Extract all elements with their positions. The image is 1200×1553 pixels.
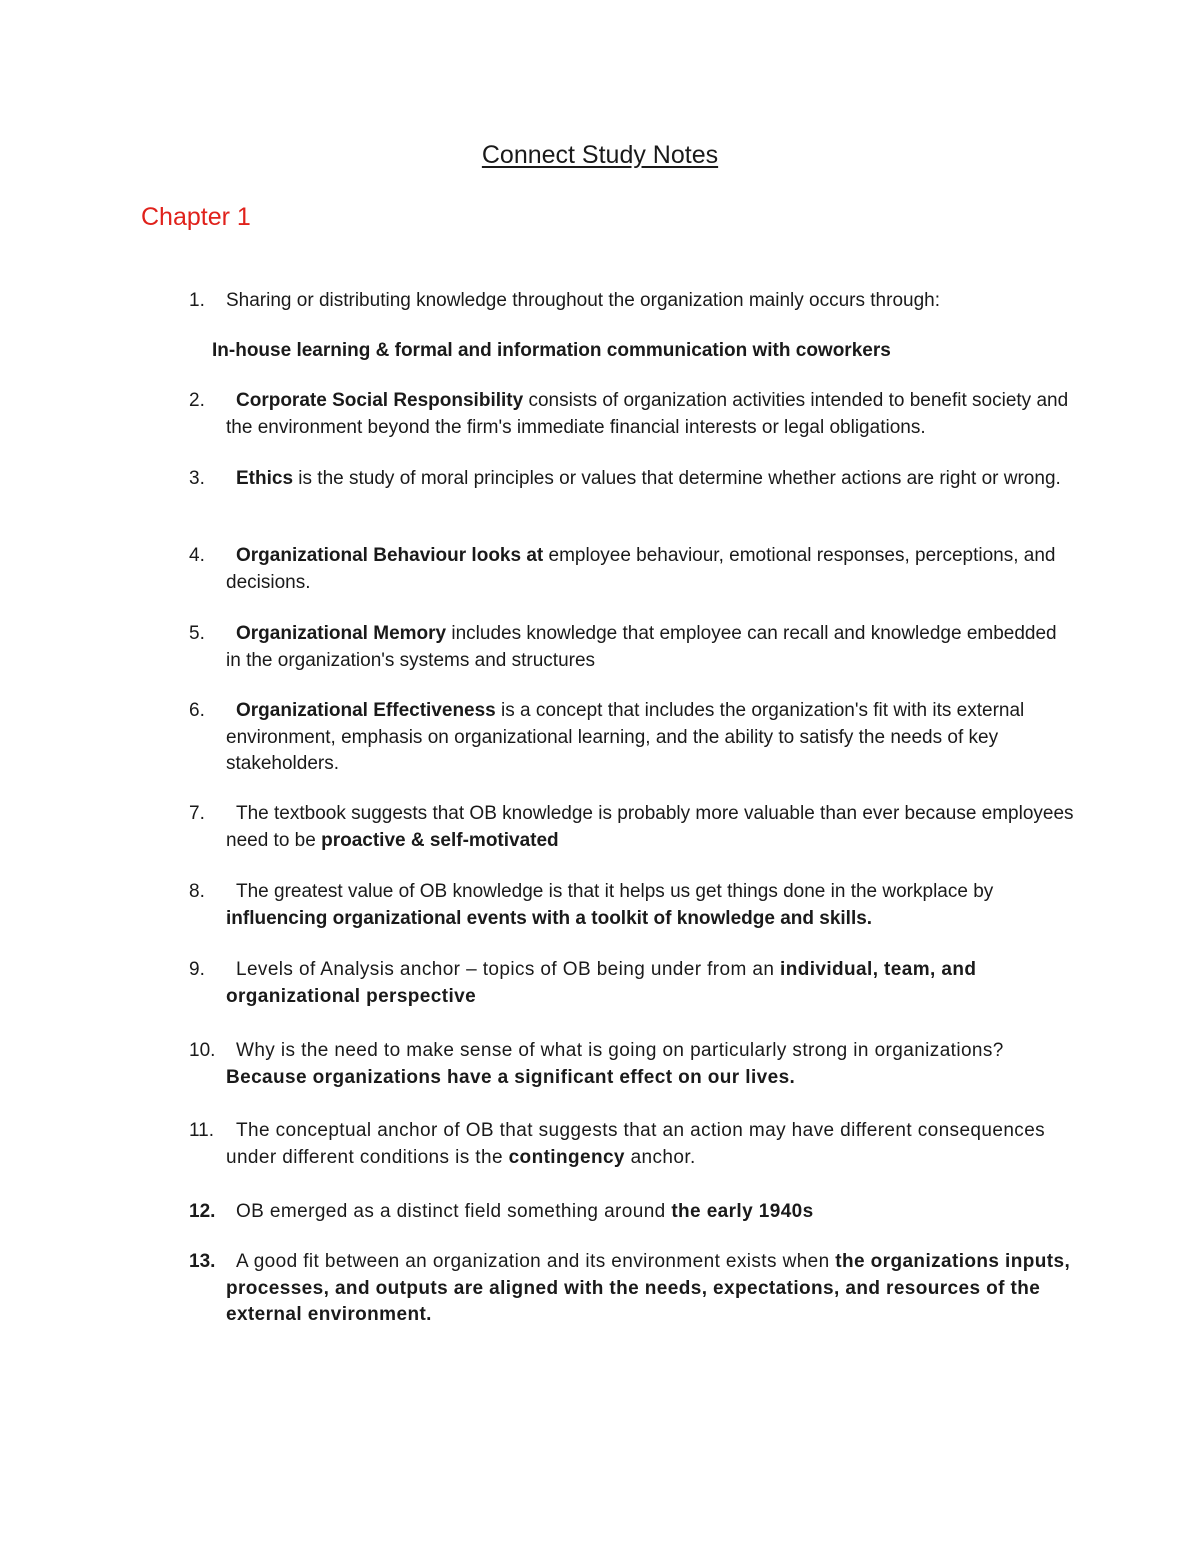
item-number: 11. — [189, 1120, 215, 1141]
bold-term: proactive & self-motivated — [321, 829, 559, 851]
text-run: anchor. — [624, 1146, 696, 1168]
text-run: OB emerged as a distinct field something around — [236, 1201, 672, 1222]
item-text — [226, 957, 1076, 1010]
item-number: 9. — [189, 959, 205, 980]
item-text — [226, 1118, 1076, 1171]
text-run: employee behaviour, emotional responses, perceptions, and decisions. — [226, 545, 1056, 593]
bold-term: Corporate Social Responsibility — [236, 390, 524, 411]
item-number: 13. — [189, 1251, 216, 1272]
bold-term: influencing organizational events with a toolkit of knowledge and skills. — [226, 907, 873, 929]
item-number: 5. — [189, 623, 205, 644]
item-text — [226, 1199, 1076, 1226]
text-run: Sharing or distributing knowledge throughout the organization mainly occurs through: — [226, 290, 940, 311]
item-number: 10. — [189, 1040, 216, 1061]
text-run: includes knowledge that employee can recall and knowledge embedded in the organization's systems and structures — [226, 623, 1057, 671]
text-run: The textbook suggests that OB knowledge is probably more valuable than ever because employees need to be — [226, 803, 1074, 851]
bold-term: Organizational Memory — [236, 623, 447, 644]
bold-term: Organizational Behaviour looks at — [236, 545, 544, 566]
item-text — [226, 801, 1076, 854]
text-run: A good fit between an organization and its environment exists when — [236, 1251, 836, 1272]
item-number: 7. — [189, 803, 205, 824]
text-run: is a concept that includes the organization's fit with its external environment, emphasis on organizational learning, and the ability to satisfy the needs of key stakeholders. — [226, 700, 1025, 774]
item-text — [226, 621, 1076, 674]
bold-term: the organizations inputs, processes, and outputs are aligned with the needs, expectations, and resources of the external environment. — [226, 1251, 1071, 1325]
text-run: Levels of Analysis anchor – topics of OB being under from an — [236, 959, 781, 980]
item-text — [226, 879, 1076, 932]
item-text — [226, 466, 1076, 493]
bold-term: Because organizations have a significant effect on our lives. — [226, 1066, 796, 1088]
bold-term: contingency — [508, 1146, 625, 1168]
text-run: is the study of moral principles or values that determine whether actions are right or wrong. — [293, 468, 1061, 489]
bold-term: Ethics — [236, 468, 294, 489]
item-text — [226, 288, 1076, 315]
item-text — [226, 543, 1076, 596]
item-number: 2. — [189, 390, 205, 411]
item-text — [226, 698, 1076, 778]
item-text — [226, 388, 1076, 441]
text-run: consists of organization activities intended to benefit society and the environment beyond the firm's immediate financial interests or legal obligations. — [226, 390, 1069, 438]
bold-term: Organizational Effectiveness — [236, 700, 496, 721]
item-text — [226, 1249, 1076, 1329]
bold-term: the early 1940s — [671, 1201, 814, 1222]
item-1-answer: In-house learning & formal and information communication with coworkers — [212, 340, 891, 361]
page-title: Connect Study Notes — [481, 141, 719, 169]
chapter-heading: Chapter 1 — [141, 203, 251, 231]
item-text — [226, 1038, 1076, 1091]
bold-term: individual, team, and organizational perspective — [226, 959, 977, 1007]
item-number: 6. — [189, 700, 205, 721]
item-number: 12. — [189, 1201, 216, 1222]
text-run: The conceptual anchor of OB that suggests that an action may have different consequences under different conditions is the — [226, 1120, 1046, 1168]
item-number: 8. — [189, 881, 205, 902]
item-number: 1. — [189, 290, 205, 311]
item-number: 4. — [189, 545, 205, 566]
text-run: Why is the need to make sense of what is going on particularly strong in organizations? — [236, 1040, 1004, 1061]
item-number: 3. — [189, 468, 205, 489]
text-run: The greatest value of OB knowledge is that it helps us get things done in the workplace by — [236, 881, 994, 902]
